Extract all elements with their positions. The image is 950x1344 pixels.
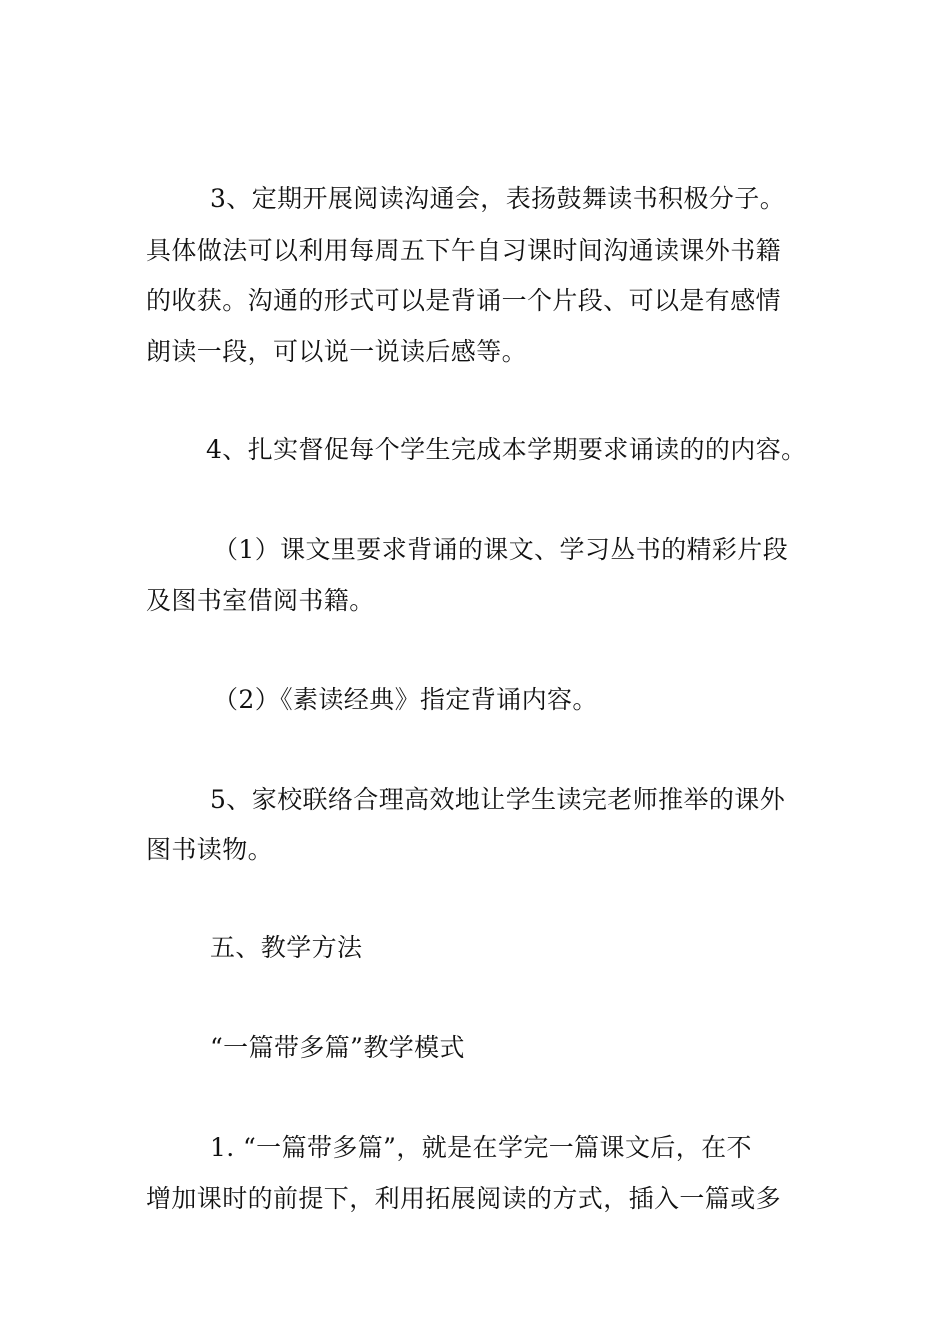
paragraph-line: 朗读一段，可以说一说读后感等。 [146,337,528,366]
subsection-title: “一篇带多篇”教学模式 [210,1033,465,1062]
paragraph-line: 的收获。沟通的形式可以是背诵一个片段、可以是有感情 [146,286,782,315]
paragraph-line: 5、家校联络合理高效地让学生读完老师推举的课外 [210,785,786,814]
paragraph-line: 3、定期开展阅读沟通会，表扬鼓舞读书积极分子。 [210,184,786,213]
paragraph-line: 增加课时的前提下，利用拓展阅读的方式，插入一篇或多 [146,1184,782,1213]
paragraph-line: 图书读物。 [146,835,274,864]
paragraph-line: 1. “一篇带多篇”，就是在学完一篇课文后，在不 [210,1133,752,1162]
paragraph-line: 4、扎实督促每个学生完成本学期要求诵读的的内容。 [206,435,807,464]
paragraph-line: 及图书室借阅书籍。 [146,586,375,615]
paragraph-line: 具体做法可以利用每周五下午自习课时间沟通读课外书籍 [146,236,782,265]
paragraph-line: （1）课文里要求背诵的课文、学习丛书的精彩片段 [213,535,789,564]
paragraph-line: （2）《素读经典》指定背诵内容。 [213,685,598,714]
section-heading: 五、教学方法 [210,933,363,962]
